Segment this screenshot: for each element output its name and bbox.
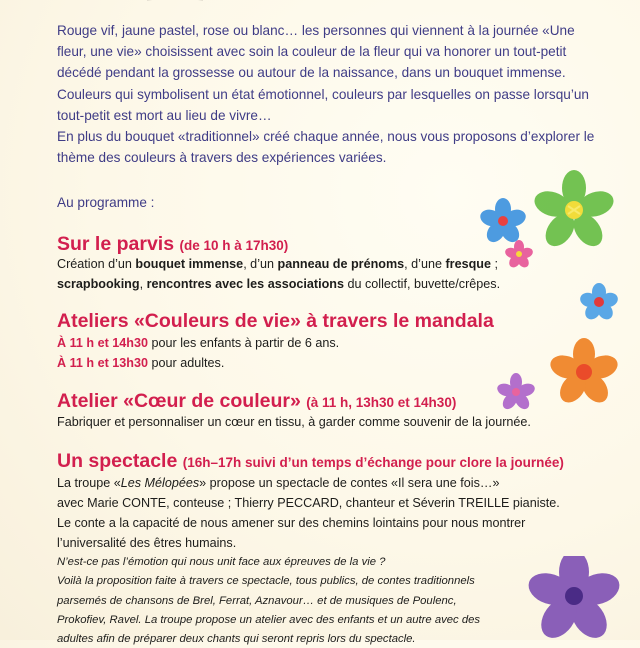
spectacle-italic-1: N’est-ce pas l’émotion qui nous unit face aux épreuves de la vie ? bbox=[57, 556, 386, 568]
purple-small-flower-icon bbox=[494, 372, 538, 412]
intro-paragraph-2: En plus du bouquet «traditionnel» créé chaque année, nous vous proposons d’explorer le thème des couleurs à travers des expériences variées. bbox=[57, 129, 595, 166]
spectacle-line-1: La troupe «Les Mélopées» propose un spectacle de contes «Il sera une fois…» bbox=[57, 476, 500, 490]
intro-text bbox=[57, 20, 602, 168]
parvis-time: (de 10 h à 17h30) bbox=[179, 238, 289, 253]
parvis-line-1: Création d’un bouquet immense, d’un panneau de prénoms, d’une fresque ; bbox=[57, 257, 498, 271]
orange-flower-icon bbox=[546, 338, 626, 404]
section-title-ateliers: Ateliers «Couleurs de vie» à travers le mandala bbox=[57, 310, 494, 332]
spectacle-line-4: l’universalité des êtres humains. bbox=[57, 536, 237, 550]
pink-flower-icon bbox=[505, 240, 533, 268]
coeur-line-1: Fabriquer et personnaliser un cœur en tissu, à garder comme souvenir de la journée. bbox=[57, 415, 531, 429]
spectacle-italic-2: Voilà la proposition faite à travers ce spectacle, tous publics, de contes traditionnels bbox=[57, 575, 475, 587]
spectacle-time: (16h–17h suivi d’un temps d’échange pour clore la journée) bbox=[182, 455, 564, 470]
blue-flower-icon bbox=[478, 196, 528, 246]
blue-small-flower-icon bbox=[578, 282, 620, 322]
coeur-title: Atelier «Cœur de couleur» bbox=[57, 390, 301, 412]
ateliers-line-1: À 11 h et 14h30 pour les enfants à partir de 6 ans. bbox=[57, 336, 340, 350]
spectacle-title: Un spectacle bbox=[57, 450, 178, 472]
spectacle-line-3: Le conte a la capacité de nous amener sur des chemins lointains pour nous montrer bbox=[57, 516, 526, 530]
spectacle-italic-4: Prokofiev, Ravel. La troupe propose un atelier avec des enfants et un autre avec des bbox=[57, 614, 481, 626]
spectacle-italic-5: adultes afin de préparer deux chants qui seront repris lors du spectacle. bbox=[57, 633, 416, 645]
section-title-spectacle bbox=[57, 449, 564, 475]
ateliers-line-2: À 11 h et 13h30 pour adultes. bbox=[57, 356, 225, 370]
programme-label: Au programme : bbox=[57, 195, 155, 210]
purple-flower-icon bbox=[522, 556, 632, 640]
parvis-title: Sur le parvis bbox=[57, 233, 175, 255]
parvis-line-2: scrapbooking, rencontres avec les associations du collectif, buvette/crêpes. bbox=[57, 277, 501, 291]
spectacle-line-2: avec Marie CONTE, conteuse ; Thierry PECCARD, chanteur et Séverin TREILLE pianiste. bbox=[57, 496, 560, 510]
top-decoration bbox=[145, 0, 205, 4]
intro-paragraph-1: Rouge vif, jaune pastel, rose ou blanc… les personnes qui viennent à la journée «Une fleur, une vie» choisissent avec soin la couleur de la fleur qui va honorer un tout-petit décédé pendant la grossesse ou autour de la naissance, dans un bouquet immense. Couleurs qui symbolisent un état émotionnel, couleurs par lesquelles on passe lorsqu’un tout-petit est mort au lieu de vivre… bbox=[57, 23, 589, 123]
coeur-time: (à 11 h, 13h30 et 14h30) bbox=[306, 395, 457, 410]
green-flower-icon bbox=[528, 170, 620, 250]
spectacle-italic-3: parsemés de chansons de Brel, Ferrat, Aznavour… et de musiques de Poulenc, bbox=[57, 595, 457, 607]
